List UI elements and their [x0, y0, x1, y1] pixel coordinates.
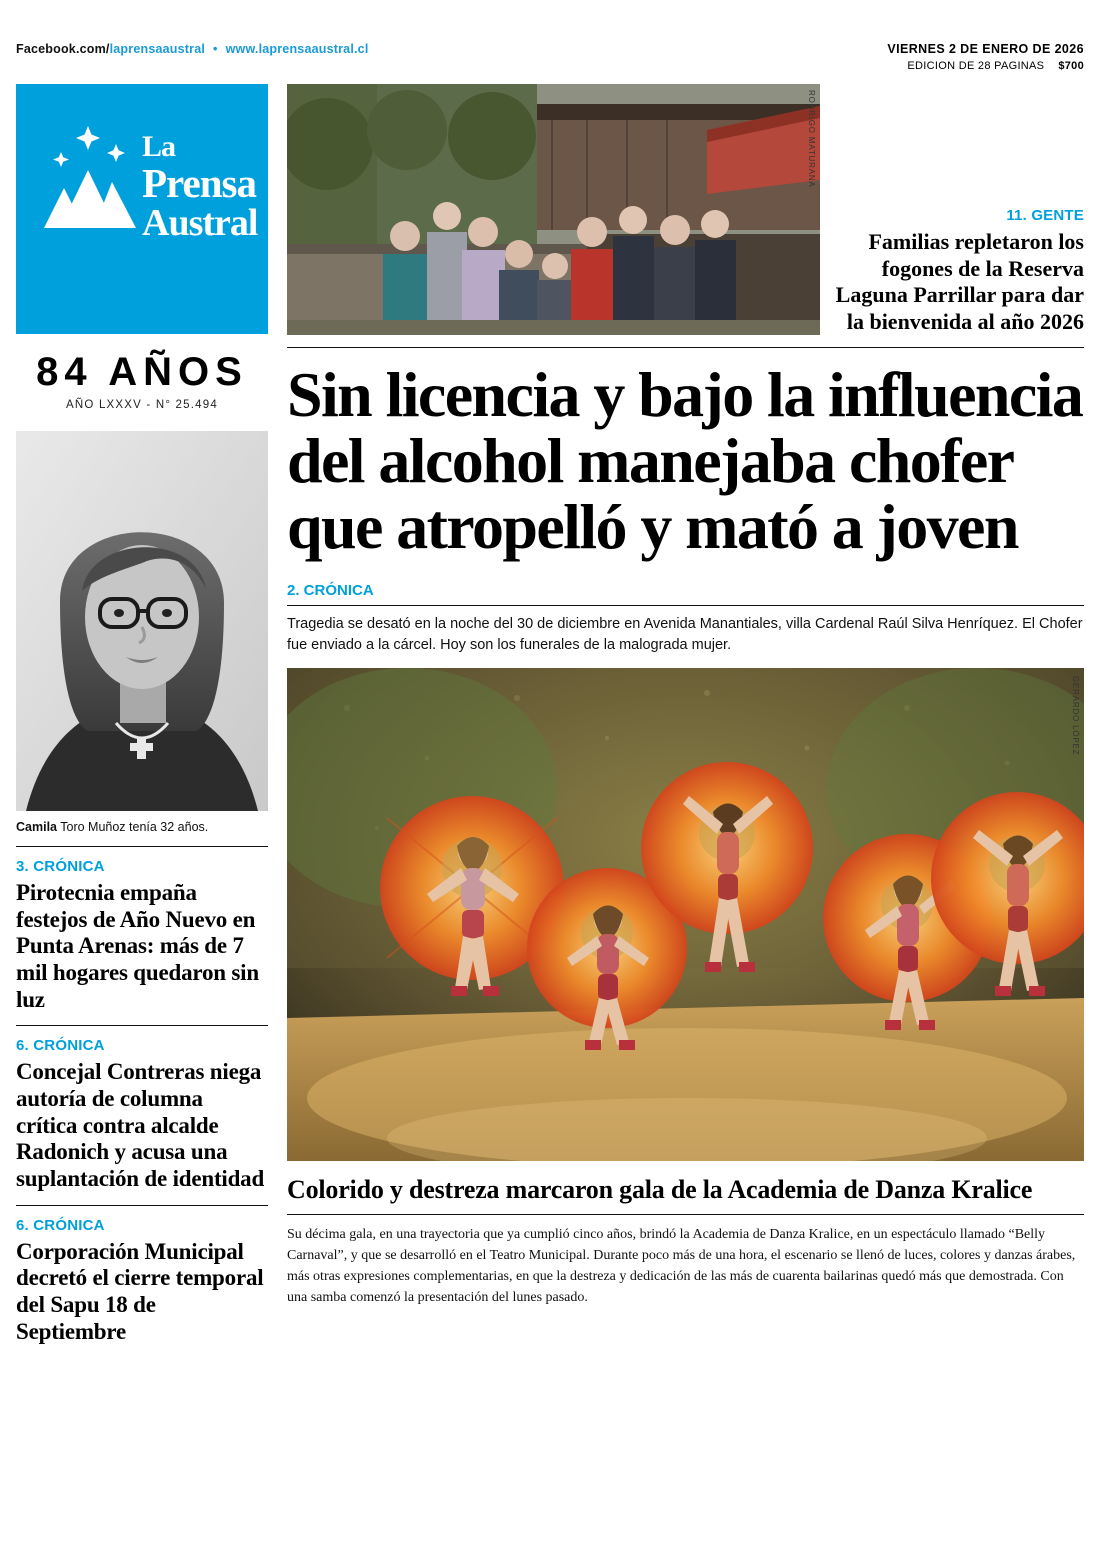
dance-story-headline: Colorido y destreza marcaron gala de la Academia de Danza Kralice	[287, 1174, 1033, 1204]
separator-dot: •	[213, 42, 218, 56]
portrait-caption-text: Toro Muñoz tenía 32 años.	[57, 820, 209, 834]
sidebar-item-2[interactable]	[16, 1217, 268, 1346]
anniversary-block	[16, 350, 268, 411]
anniversary-word: AÑOS	[108, 350, 248, 394]
top-bar	[16, 0, 1084, 80]
issue-date: VIERNES 2 DE ENERO DE 2026	[887, 42, 1084, 56]
divider-3	[16, 1205, 268, 1206]
top-story-row	[287, 84, 1084, 335]
main-story-lead: Tragedia se desató en la noche del 30 de diciembre en Avenida Manantiales, villa Cardenal Raúl Silva Henríquez. El Chofer fue enviado a la cárcel. Hoy son los funerales de la malograda mujer.	[287, 615, 1083, 653]
headline-top-rule	[287, 347, 1084, 348]
dance-photo-credit: GERARDO LÓPEZ	[1071, 675, 1080, 756]
dance-photo	[287, 668, 1084, 1161]
logo-line-2: Prensa	[142, 159, 256, 206]
edition-info	[887, 60, 1084, 72]
year-edition-number: AÑO LXXXV - N° 25.494	[66, 399, 218, 411]
top-teaser-kicker: 11. GENTE	[1006, 207, 1084, 225]
top-photo-credit: RODRIGO MATURANA	[807, 90, 816, 188]
logo-line-3: Austral	[142, 202, 258, 245]
logo-box[interactable]	[16, 84, 268, 334]
sidebar-item-2-headline: Corporación Municipal decretó el cierre temporal del Sapu 18 de Septiembre	[16, 1238, 264, 1344]
social-links	[16, 42, 369, 56]
divider-1	[16, 846, 268, 847]
logo-wordmark	[142, 132, 257, 243]
top-teaser[interactable]	[834, 207, 1084, 335]
lead-rule	[287, 605, 1084, 606]
sidebar-item-1-headline: Concejal Contreras niega autoría de columna crítica contra alcalde Radonich y acusa una suplantación de identidad	[16, 1059, 265, 1192]
portrait-photo	[16, 431, 268, 811]
dance-photo-image	[287, 668, 1084, 1161]
top-photo-image	[287, 84, 820, 335]
portrait-caption	[16, 820, 268, 834]
sidebar-item-2-kicker: 6. CRÓNICA	[16, 1216, 105, 1234]
top-teaser-headline: Familias repletaron los fogones de la Reserva Laguna Parrillar para dar la bienvenida al año 2026	[835, 229, 1084, 334]
portrait-caption-name: Camila	[16, 820, 57, 834]
price: $700	[1058, 60, 1084, 72]
top-photo	[287, 84, 820, 335]
sidebar-item-1-kicker: 6. CRÓNICA	[16, 1037, 105, 1055]
dance-story-body: Su décima gala, en una trayectoria que ya cumplió cinco años, brindó la Academia de Danza Kralice, en un espectáculo llamado “Belly Carnaval”, y que se desarrolló en el Teatro Municipal. Durante poco más de una hora, el escenario se llenó de luces, colores y danzas árabes, más otras expresiones complementarias, en que la destreza y dedicación de las más de cuarenta bailarinas quedó más que demostrada. Con una samba comenzó la presentación del lunes pasado.	[287, 1226, 1076, 1305]
anniversary-number-word	[16, 350, 268, 395]
facebook-handle[interactable]: laprensaaustral	[109, 42, 206, 56]
edition-pages: EDICION DE 28 PAGINAS	[907, 60, 1045, 72]
sidebar-item-0-headline: Pirotecnia empaña festejos de Año Nuevo en Punta Arenas: más de 7 mil hogares quedaron sin luz	[16, 880, 259, 1012]
portrait-image	[16, 431, 268, 811]
masthead-column	[16, 84, 268, 1345]
main-column	[287, 84, 1084, 1308]
sidebar-item-1[interactable]	[16, 1037, 268, 1192]
logo-line-1: La	[142, 130, 176, 163]
sidebar-item-0-kicker: 3. CRÓNICA	[16, 858, 105, 875]
main-headline: Sin licencia y bajo la influencia del alcohol manejaba chofer que atropelló y mató a joven	[287, 359, 1083, 562]
main-story-kicker: 2. CRÓNICA	[287, 581, 374, 599]
mountain-logo-icon	[36, 118, 140, 238]
sidebar-item-0[interactable]	[16, 858, 268, 1013]
anniversary-number: 84	[36, 350, 93, 394]
dance-rule	[287, 1214, 1084, 1215]
facebook-prefix: Facebook.com/	[16, 42, 110, 56]
website-link[interactable]: www.laprensaaustral.cl	[225, 42, 369, 56]
divider-2	[16, 1025, 268, 1026]
date-block	[887, 42, 1084, 72]
